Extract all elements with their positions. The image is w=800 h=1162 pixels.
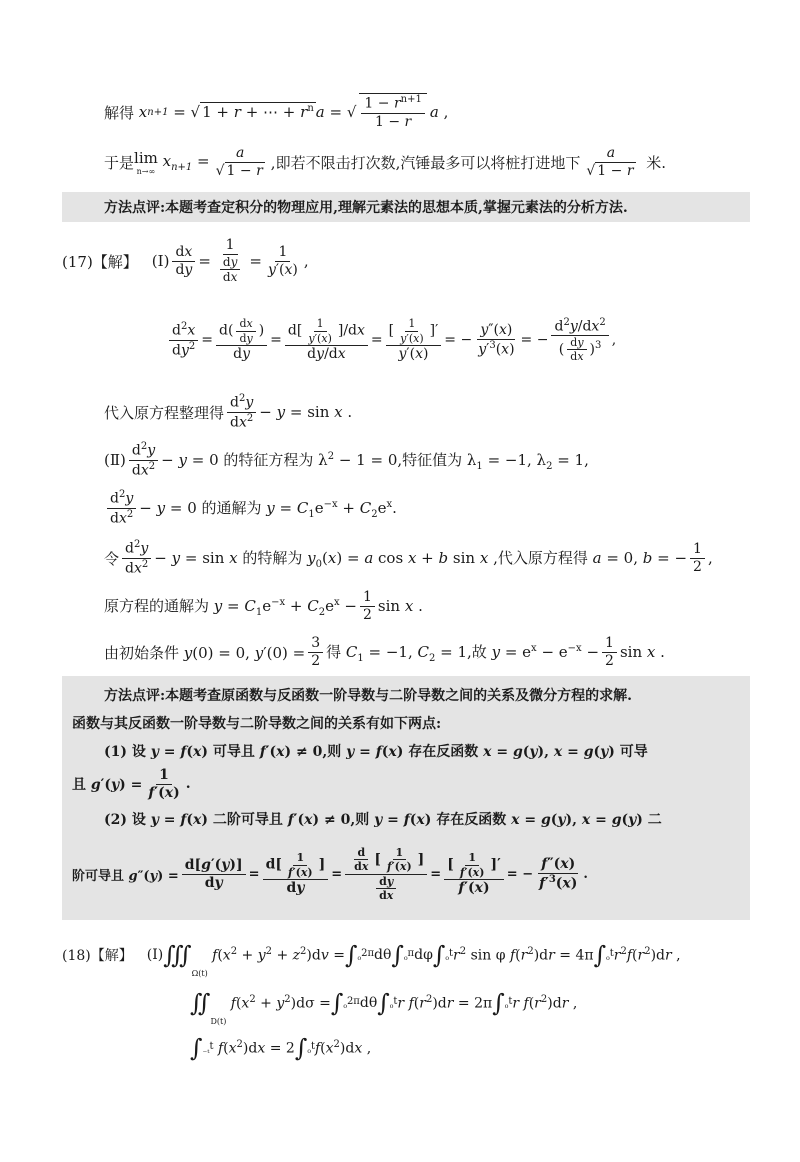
homogeneous-solution: $\frac{d^2y}{dx^2}$ − y = 0 的通解为 $y = C_1e^{-x} + C_2e^x$. — [104, 488, 397, 528]
result-line-2: 于是 lim n→∞ $x_{n+1}$ = $\frac{a}{√ 1 - r}$ ,即若不限击打次数,汽锤最多可以将桩打进地下 $\frac{a}{√ 1 - r}$ 米. — [104, 144, 667, 179]
characteristic-equation: (Ⅱ) $\frac{d^2y}{dx^2}$ − y = 0 的特征方程为 $\lambda^2 - 1 = 0$,特征值为 $\lambda_1 = -1$, $\lambda_2 = 1$, — [104, 441, 589, 479]
problem-18-single-integral: ∫ ₋ₜ$^t$ $f(x^2)dx = 2$ ∫ ₀$^t$ $f(x^2)dx$ , — [190, 1034, 372, 1062]
particular-solution: 令 $\frac{d^2y}{dx^2}$ − y = sin x 的特解为 $y_0(x) = a$ cos x + b sin x ,代入原方程得 a = 0, b = − $\frac{1}{2}$ , — [104, 539, 713, 577]
method-comment-2-line-2: 函数与其反函数一阶导数与二阶导数之间的关系有如下两点: — [72, 716, 442, 732]
method-comment-2-line-5: (2) 设 y = f(x) 二阶可导且 f′(x) ≠ 0,则 y = f(x) 存在反函数 x = g(y), x = g(y) 二 — [104, 812, 662, 828]
substituted-equation: 代入原方程整理得 $\frac{d^2y}{dx^2}$ − y = sin x . — [104, 393, 353, 431]
problem-17-part-1: (17)【解】 (Ⅰ) $\frac{dx}{dy}$ = $\frac{1}{\frac{dy}{dx}}$ = $\frac{1}{y'(x)}$ , — [62, 237, 309, 285]
second-derivative-equation: $\frac{d^2x}{dy^2}$ = d( $\frac{dx}{dy}$ ) dy = d[ $\frac{1}{y'(x)}$ ]/dx dy/dx = [ $\frac{1}{y'(x)}$ ]′ y′(x) = − $\frac{y''(x)}{y'^3(x)}$ = − $d^2y/dx^2$ ( $\frac{dy}{dx}$ )$^3$ , — [166, 302, 616, 378]
result-line-1: 解得 x n+1 = √ 1 + r + ⋯ + $r^n$ a = √ $\frac{1 - r^{n+1}}{1 - r}$ a , — [104, 94, 449, 130]
problem-18-triple-integral: (18)【解】 (Ⅰ) ∭ Ω(t) $f(x^2 + y^2 + z^2)dv$ = ∫ ₀$^{2\pi}$ dθ ∫ ₀$^\pi$ dφ ∫ ₀$^t$ $r^2$ sin φ $f(r^2)dr = 4\pi$ ∫ ₀$^t$ $r^2f(r^2)dr$ , — [62, 941, 681, 978]
method-comment-2-line-4: 且 g′(y) = $\frac{1}{f'(x)}$ . — [72, 766, 191, 801]
problem-18-double-integral: ∬ D(t) $f(x^2 + y^2)d\sigma$ = ∫ ₀$^{2\pi}$ dθ ∫ ₀$^t$ r $f(r^2)dr = 2\pi$ ∫ ₀$^t$ r $f(r^2)dr$ , — [190, 989, 578, 1026]
method-comment-2-line-6: 阶可导且 g″(y) = $\frac{d[g'(y)]}{dy}$ = d[ $\frac{1}{f'(x)}$ ] dy = $\frac{d}{dx}$ [ $\frac{1}{f'(x)}$ ] $\frac{dy}{dx}$ = [ $\frac{1}{f'(x)}$ ]′ f′(x) = − $\frac{f''(x)}{f'^3(x)}$ . — [72, 846, 588, 902]
problem-18-label: (18)【解】 — [62, 948, 133, 964]
general-solution: 原方程的通解为 $y = C_1e^{-x} + C_2e^x$ − $\frac{1}{2}$ sin x . — [104, 588, 423, 623]
problem-17-label: (17)【解】 — [62, 252, 138, 271]
method-comment-2-line-3: (1) 设 y = f(x) 可导且 f′(x) ≠ 0,则 y = f(x) 存在反函数 x = g(y), x = g(y) 可导 — [104, 744, 648, 760]
method-comment-2-line-1: 方法点评:本题考查原函数与反函数一阶导数与二阶导数之间的关系及微分方程的求解. — [104, 688, 633, 704]
method-comment-1: 方法点评:本题考查定积分的物理应用,理解元素法的思想本质,掌握元素法的分析方法. — [104, 200, 628, 216]
initial-condition-solution: 由初始条件 y(0) = 0, y′(0) = $\frac{3}{2}$ 得 $C_1 = -1$, $C_2 = 1$,故 $y = e^x - e^{-x}$ − $\frac{1}{2}$ sin x . — [104, 634, 665, 669]
